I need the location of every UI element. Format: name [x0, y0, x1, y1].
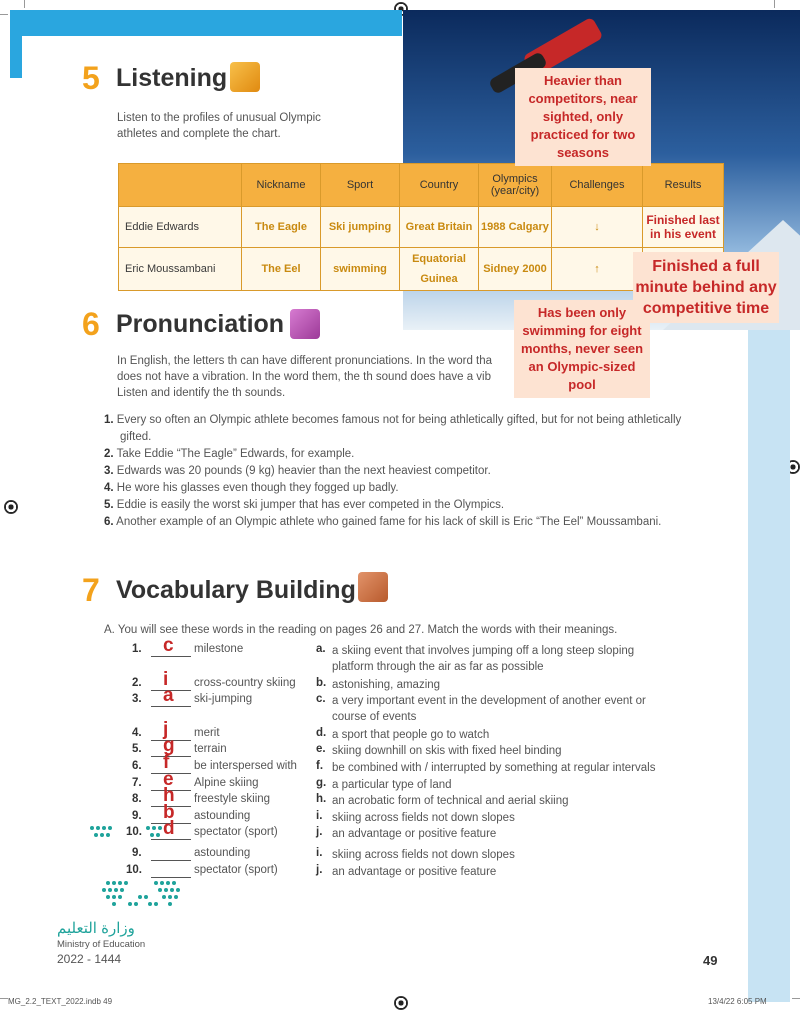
- challenges-cell: [552, 248, 643, 291]
- definition-text: skiing downhill on skis with fixed heel binding: [332, 745, 562, 757]
- definition-letter: e.: [316, 743, 326, 755]
- definition-text: a particular type of land: [332, 779, 452, 791]
- word-number: 9.: [132, 810, 142, 822]
- word-number: 5.: [132, 743, 142, 755]
- vocab-word: spectator (sport): [194, 864, 278, 876]
- vocab-word: be interspersed with: [194, 760, 297, 772]
- answer-letter: d: [163, 818, 175, 839]
- pronunciation-icon: [290, 309, 320, 339]
- definition-letter: j.: [316, 826, 323, 838]
- section-title: Pronunciation: [116, 310, 285, 338]
- word-number: 7.: [132, 777, 142, 789]
- definition-letter: g.: [316, 777, 327, 789]
- vocab-word: terrain: [194, 743, 227, 755]
- definition-letter: i.: [316, 847, 323, 859]
- vocabulary-icon: [358, 572, 388, 602]
- vocab-word: spectator (sport): [194, 826, 278, 838]
- word-number: 3.: [132, 693, 142, 705]
- header-cell: Results: [643, 164, 724, 207]
- sport-answer: Ski jumping: [321, 207, 400, 248]
- definition-letter: c.: [316, 693, 326, 705]
- registration-mark: [4, 500, 18, 514]
- olympics-answer: Sidney 2000: [479, 248, 552, 291]
- definition-letter: b.: [316, 677, 327, 689]
- definition-text: skiing across fields not down slopes: [332, 812, 515, 824]
- edition-year: 2022 - 1444: [57, 952, 122, 966]
- definition-text: an advantage or positive feature: [332, 866, 497, 878]
- vocab-word: freestyle skiing: [194, 793, 271, 805]
- word-number: 2.: [132, 677, 142, 689]
- definition-text: be combined with / interrupted by something at regular intervals: [332, 762, 656, 774]
- answer-blank[interactable]: [151, 847, 191, 861]
- answer-letter: c: [163, 635, 174, 656]
- nickname-answer: The Eel: [242, 248, 321, 291]
- section-intro: Listen to the profiles of unusual Olympic athletes and complete the chart.: [117, 112, 321, 140]
- print-date: 13/4/22 6:05 PM: [708, 997, 767, 1006]
- athlete-name: Eric Moussambani: [119, 248, 242, 291]
- olympics-answer: 1988 Calgary: [479, 207, 552, 248]
- word-number: 10.: [126, 864, 142, 876]
- definition-letter: d.: [316, 727, 327, 739]
- ministry-arabic: وزارة التعليم: [57, 920, 135, 937]
- section-number: 5: [82, 60, 100, 96]
- vocab-word: astounding: [194, 847, 251, 859]
- country-answer: Great Britain: [400, 207, 479, 248]
- word-number: 1.: [132, 643, 142, 655]
- definition-text: an advantage or positive feature: [332, 828, 497, 840]
- section-instruction: A. You will see these words in the reading on pages 26 and 27. Match the words with their meanings.: [104, 624, 618, 636]
- list-item: 5. Eddie is easily the worst ski jumper that has ever competed in the Olympics.: [104, 499, 505, 511]
- registration-mark: [394, 996, 408, 1010]
- page-number: 49: [703, 953, 718, 968]
- listening-icon: [230, 62, 260, 92]
- answer-letter: e: [163, 769, 174, 790]
- vocab-word: merit: [194, 727, 220, 739]
- list-item: 1. Every so often an Olympic athlete becomes famous not for being athletically gifted, but for not being athletically gifted.: [104, 414, 682, 443]
- answer-letter: j: [163, 719, 169, 740]
- section-intro: In English, the letters th can have different pronunciations. In the word tha does not have a vibration. In the word them, the th sound does have a vib Listen and identify the th sounds.: [117, 355, 493, 399]
- vocab-word: milestone: [194, 643, 244, 655]
- section-number: 7: [82, 572, 100, 608]
- section-title: Listening: [116, 64, 228, 92]
- right-side-band: [748, 330, 790, 1002]
- nickname-answer: The Eagle: [242, 207, 321, 248]
- definition-text: astonishing, amazing: [332, 679, 441, 691]
- list-item: 2. Take Eddie “The Eagle” Edwards, for example.: [104, 448, 355, 460]
- ministry-english: Ministry of Education: [57, 939, 146, 950]
- top-band: [22, 10, 402, 36]
- header-cell: Sport: [321, 164, 400, 207]
- answer-letter: f: [163, 752, 170, 773]
- country-answer: Equatorial Guinea: [400, 248, 479, 291]
- definition-text: an acrobatic form of technical and aerial skiing: [332, 795, 569, 807]
- definition-text: a skiing event that involves jumping off a long steep sloping platform through the air as far as possible: [332, 645, 635, 673]
- pronunciation-list: [104, 412, 704, 531]
- vocab-word: Alpine skiing: [194, 777, 259, 789]
- word-number: 6.: [132, 760, 142, 772]
- definition-letter: h.: [316, 793, 327, 805]
- definition-letter: f.: [316, 760, 324, 772]
- answer-blank[interactable]: [151, 864, 191, 878]
- definition-letter: j.: [316, 864, 323, 876]
- list-item: 4. He wore his glasses even though they fogged up badly.: [104, 482, 399, 494]
- left-band: [10, 10, 22, 78]
- word-number: 8.: [132, 793, 142, 805]
- header-cell: Country: [400, 164, 479, 207]
- word-number: 4.: [132, 727, 142, 739]
- header-cell: Challenges: [552, 164, 643, 207]
- header-cell: Nickname: [242, 164, 321, 207]
- file-slug: MG_2.2_TEXT_2022.indb 49: [8, 997, 113, 1006]
- answer-letter: a: [163, 685, 174, 706]
- vocab-word: cross-country skiing: [194, 677, 296, 689]
- header-cell: [119, 164, 242, 207]
- athlete-name: Eddie Edwards: [119, 207, 242, 248]
- ministry-logo-dots-overlay: [88, 822, 174, 848]
- challenges-note-eddie: Heavier than competitors, near sighted, only practiced for two seasons: [515, 68, 651, 166]
- definition-text: skiing across fields not down slopes: [332, 849, 515, 861]
- answer-letter: h: [163, 785, 175, 806]
- vocab-word: ski-jumping: [194, 693, 253, 705]
- word-number: 9.: [132, 847, 142, 859]
- challenges-note-eric: Has been only swimming for eight months, never seen an Olympic-sized pool: [514, 300, 650, 398]
- header-cell: Olympics (year/city): [479, 164, 552, 207]
- list-item: 6. Another example of an Olympic athlete who gained fame for his lack of skill is Eric “The Eel” Moussambani.: [104, 516, 662, 528]
- challenges-cell: [552, 207, 643, 248]
- arrow-down-icon: ↓: [594, 221, 600, 233]
- definition-text: a very important event in the development of another event or course of events: [332, 695, 646, 723]
- answer-letter: g: [163, 735, 175, 756]
- list-item: 3. Edwards was 20 pounds (9 kg) heavier than the next heaviest competitor.: [104, 465, 491, 477]
- section-title: Vocabulary Building: [116, 576, 356, 604]
- arrow-up-icon: ↑: [594, 263, 600, 275]
- sport-answer: swimming: [321, 248, 400, 291]
- word-number: 10.: [126, 826, 142, 838]
- definition-letter: a.: [316, 643, 326, 655]
- definition-text: a sport that people go to watch: [332, 729, 490, 741]
- vocab-word: astounding: [194, 810, 251, 822]
- result-answer: Finished last in his event: [643, 207, 724, 248]
- definition-letter: i.: [316, 810, 323, 822]
- result-note-eric: Finished a full minute behind any competitive time: [633, 252, 779, 323]
- ministry-logo-dots: [100, 877, 186, 913]
- answer-letter: b: [163, 802, 175, 823]
- answer-letter: i: [163, 669, 169, 690]
- section-number: 6: [82, 306, 100, 342]
